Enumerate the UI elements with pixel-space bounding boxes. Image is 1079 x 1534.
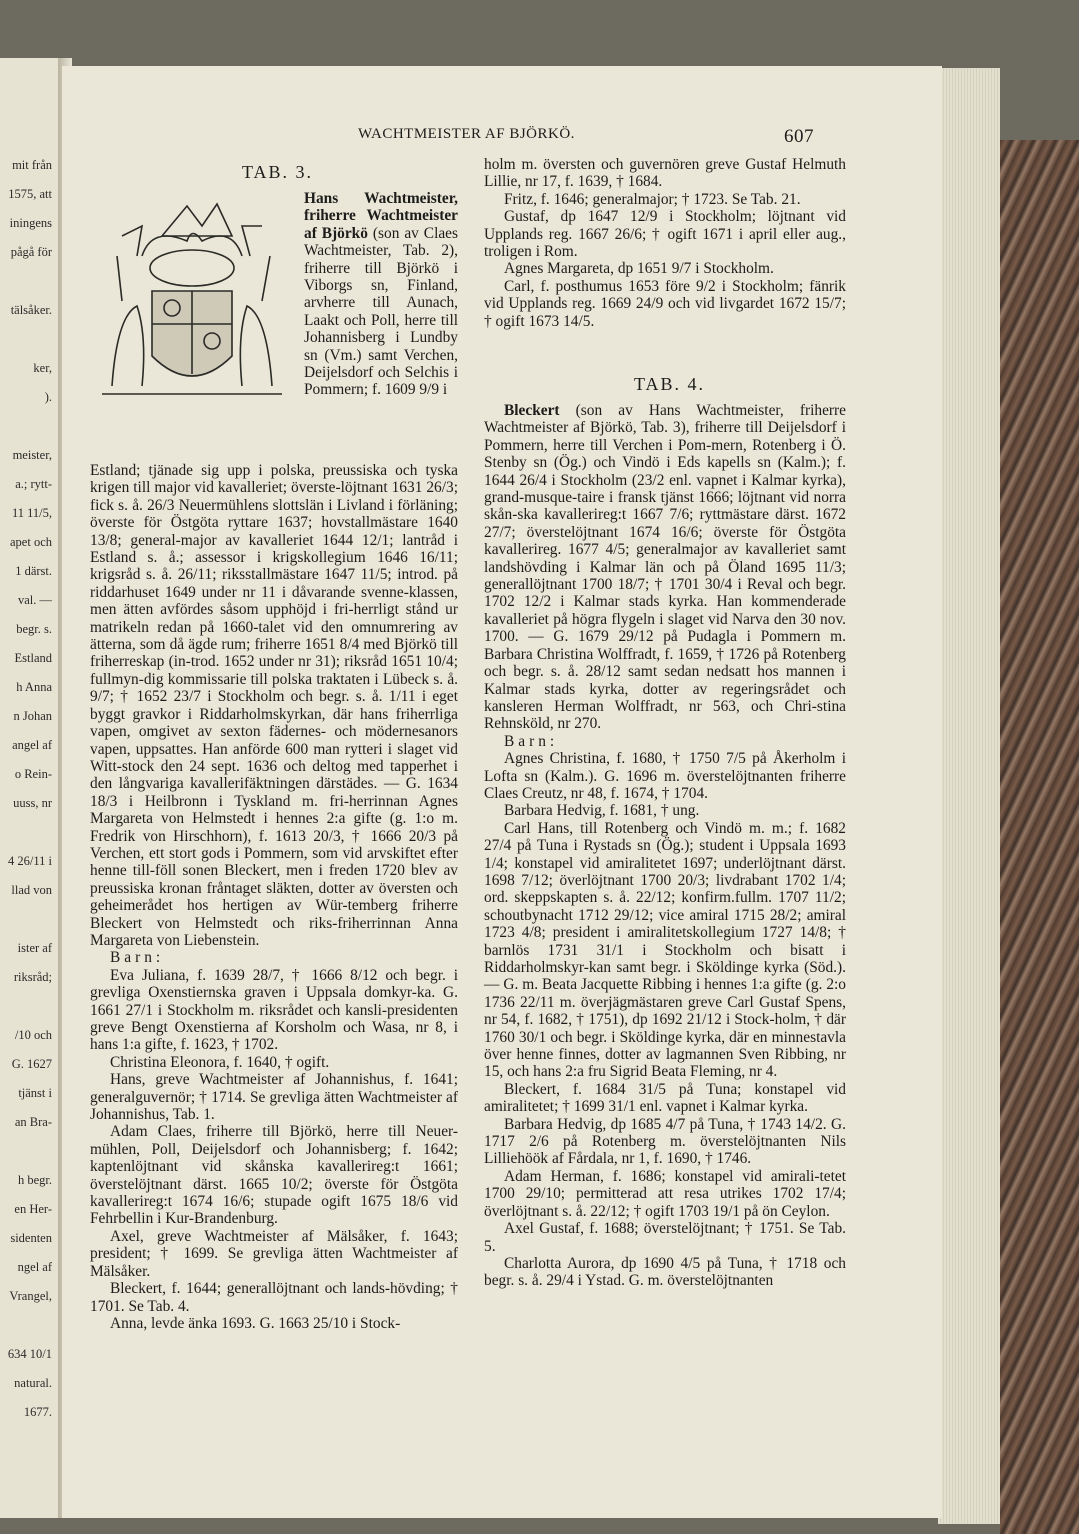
tab3-child: Bleckert, f. 1644; generallöjtnant och lands-hövding; † 1701. Se Tab. 4.	[90, 1280, 458, 1315]
tab4-barn-label: Barn:	[504, 732, 559, 750]
left-page-fragment: 1677.	[23, 1405, 52, 1419]
left-page-fragment: uuss, nr	[13, 796, 52, 810]
tab3-paragraph: Estland; tjänade sig upp i polska, preussiska och tyska krigen till major vid kavalleriet; överste-löjtnant 1631 26/3; fick s. å. 26/3 Neuermühlens slottslän i Livland i förläning; överste för Östgöta ryttare 1637; hovstallmästare 1640 13/8; general-major av kavalleriet 1644 12/1; lantråd i Estland s. å.; assessor i krigskollegium 1646 16/11; krigsråd s. å. 26/11; riksstallmästare 1647 11/5; introd. på riddarhuset 1649 under nr 11 i dåvarande svenne-klassen, men ätten avfördes såsom upphöjd i fri-herrligt stånd ur matrikeln redan på 1660-talet vid den omnumrering av ätterna, som då ägde rum; friherre 1651 8/4 med Björkö till friherreskap (in-trod. 1652 under nr 31); riksråd 1651 10/4; fullmyn-dig kommissarie till polska traktaten i Lübeck s. å. 9/7; † 1652 23/7 i Stockholm och begr. s. å. 1/11 i eget byggt gravkor i Riddarholmskyrkan, där hans friherrliga vapen, omgivet av sexton fädernes- och mödernesanors vapen, uppsattes. Han anförde 600 man rytteri i slaget vid Witt-stock den 24 sept. 1636 och deltog med tapperhet i den långvariga kavallerifäktningen därstädes. — G. 1634 18/3 i Heilbronn i Tyskland m. fri-herrinnan Agnes Margareta von Helmstedt i hennes 2:a gifte (g. 1:o m. Fredrik von Hirschhorn), f. 1613 20/3, † 1666 20/3 på Verchen, ett stort gods i Pommern, som vid arvskiftet efter henne till-föll sonen Bleckert, men i freden 1720 blev av preussiska kronan fråntaget släkten, dotter av översten och geheimerådet hos hertigen av Wür-temberg friherre Bleckert von Helmstedt och riks-friherrinnan Anna Margareta von Liebenstein.	[90, 462, 458, 949]
tab3-title: TAB. 3.	[242, 162, 314, 182]
tab4-child: Bleckert, f. 1684 31/5 på Tuna; konstapel vid amiralitetet; † 1699 31/1 enl. vapnet i Kalmar kyrka.	[484, 1080, 846, 1116]
left-page-fragment: meister,	[12, 448, 52, 462]
tab3-child: Gustaf, dp 1647 12/9 i Stockholm; löjtnant vid Upplands reg. 1667 26/6; † ogift 1671 i april eller aug., troligen i Rom.	[484, 208, 846, 261]
left-page-fragment: Vrangel,	[9, 1289, 52, 1303]
left-page-fragment: G. 1627	[11, 1057, 52, 1071]
left-page-fragment: h Anna	[16, 680, 52, 694]
left-page-fragment: /10 och	[14, 1028, 52, 1042]
left-page-fragment: o Rein-	[14, 767, 52, 781]
marbled-cover	[1000, 140, 1079, 1534]
left-page-fragment: 4 26/11 i	[8, 854, 52, 868]
tab3-intro-name: Hans Wachtmeister, friherre Wachtmeister af Björkö	[304, 190, 458, 242]
left-page-fragment: h begr.	[17, 1173, 52, 1187]
left-page-fragment: 1 därst.	[15, 564, 52, 578]
tab4-child: Charlotta Aurora, dp 1690 4/5 på Tuna, † 1718 och begr. s. å. 29/4 i Ystad. G. m. överstelöjtnanten	[484, 1254, 846, 1290]
left-page-fragment: 634 10/1	[7, 1347, 52, 1361]
left-page-edge	[0, 58, 61, 1518]
left-page-fragment: 11 11/5,	[11, 506, 52, 520]
left-page-fragment: ker,	[33, 361, 52, 375]
tab3-child: Agnes Margareta, dp 1651 9/7 i Stockholm.	[504, 260, 774, 278]
left-page-fragment: iningens	[9, 216, 52, 230]
left-page-fragment: n Johan	[13, 709, 52, 723]
running-head-title: WACHTMEISTER AF BJÖRKÖ.	[358, 126, 575, 142]
left-page-fragment: begr. s.	[16, 622, 52, 636]
tab3-child: Christina Eleonora, f. 1640, † ogift.	[110, 1053, 330, 1071]
left-page-fragment: val. —	[17, 593, 52, 607]
tab4-child: Axel Gustaf, f. 1688; överstelöjtnant; † 1751. Se Tab. 5.	[484, 1220, 846, 1255]
left-page-fragment: mit från	[12, 158, 52, 172]
left-page-fragment: ister af	[17, 941, 52, 955]
tab3-column-left	[90, 462, 458, 1332]
tab4-child: Carl Hans, till Rotenberg och Vindö m. m.; f. 1682 27/4 på Tuna i Rystads sn (Ög.); student i Uppsala 1693 1/4; konstapel vid amiralitetet 1697; underlöjtnant därst. 1698 7/12; överlöjtnant 1700 20/3; livdrabant 1702 1/4; ord. skeppskapten s. å. 22/12; konfirm.fullm. 1707 11/2; schoutbynacht 1712 29/12; vice amiral 1715 28/2; amiral 1723 4/8; president i amiralitetskollegium 1727 14/8; † barnlös 1731 31/1 i Stockholm och bisatt i Riddarholmskyr-kan samt begr. i Sköldinge kyrka (Söd.). — G. m. Beata Jacquette Ribbing i hennes 1:a gifte (g. 2:o 1736 22/11 m. överjägmästaren greve Carl Gustaf Spens, nr 54, f. 1682, † 1751), dp 1692 21/12 i Stock-holm, † där 1760 30/1 och begr. i Sköldinge kyrka, där en minnestavla över henne finnes, dotter av lagmannen Sven Ribbing, nr 15, och hans 2:a fru Sigrid Beata Fleming, nr 4.	[484, 819, 846, 1081]
left-page-fragment: tälsåker.	[10, 303, 52, 317]
tab3-intro-text: (son av Claes Wachtmeister, Tab. 2), friherre till Björkö i Viborgs sn, Finland, arvherre till Aunach, Laakt och Poll, herre till Johannisberg i Lundby sn (Vm.) samt Verchen, Deijelsdorf och Selchis i Pommern; f. 1609 9/9 i	[304, 224, 458, 399]
tab3-barn-label: Barn:	[110, 949, 165, 967]
left-page-fragment: pågå för	[10, 245, 52, 259]
tab4-title: TAB. 4.	[634, 374, 706, 394]
left-page-fragment: ).	[44, 390, 52, 404]
left-page-fragment: tjänst i	[18, 1086, 52, 1100]
tab3-child: Axel, greve Wachtmeister af Mälsåker, f. 1643; president; † 1699. Se grevliga ätten Wachtmeister af Mälsåker.	[90, 1227, 458, 1280]
tab4-child: Agnes Christina, f. 1680, † 1750 7/5 på Åkerholm i Lofta sn (Kalm.). G. 1696 m. överstelöjtnanten friherre Claes Creutz, nr 48, f. 1674, † 1704.	[484, 750, 846, 802]
left-page-fragment: en Her-	[14, 1202, 52, 1216]
tab3-intro	[304, 190, 458, 399]
tab3-continuation: holm m. översten och guvernören greve Gustaf Helmuth Lillie, nr 17, f. 1639, † 1684.	[484, 156, 846, 191]
tab3-child: Fritz, f. 1646; generalmajor; † 1723. Se Tab. 21.	[504, 190, 801, 208]
tab4-child: Barbara Hedvig, dp 1685 4/7 på Tuna, † 1743 14/2. G. 1717 2/6 på Rotenberg m. överstelöjtnanten Nils Lilliehöök af Fårdala, nr 1, f. 1690, † 1746.	[484, 1115, 846, 1168]
left-page-fragment: llad von	[11, 883, 52, 897]
tab4-column	[484, 402, 846, 1290]
tab3-column-right	[484, 156, 846, 330]
left-page-fragment: ngel af	[17, 1260, 52, 1274]
right-page	[62, 66, 942, 1518]
page-number: 607	[784, 126, 814, 147]
left-page-fragment: 1575, att	[8, 187, 52, 201]
left-page-fragment: sidenten	[10, 1231, 52, 1245]
left-page-fragment: an Bra-	[14, 1115, 52, 1129]
tab3-child: Adam Claes, friherre till Björkö, herre till Neuer-mühlen, Poll, Deijelsdorf och Johannisberg; f. 1642; kaptenlöjtnant vid skånska kavallerireg:t 1661; överstelöjtnant därst. 1665 10/2; överste för Östgöta kavallerireg:t 1674 16/6; stupade ogift 1675 18/6 vid Fehrbellin i Kur-Brandenburg.	[90, 1123, 458, 1228]
left-page-fragment: riksråd;	[13, 970, 52, 984]
left-page-fragment: angel af	[12, 738, 52, 752]
tab4-name: Bleckert	[504, 402, 560, 419]
tab3-child: Anna, levde änka 1693. G. 1663 25/10 i Stock-	[110, 1314, 401, 1332]
coat-of-arms-image	[92, 196, 292, 401]
tab4-text: (son av Hans Wachtmeister, friherre Wachtmeister af Björkö, Tab. 3), friherre till Deijelsdorf i Pommern, herre till Verchen i Pom-mern, Rotenberg i Ö. Stenby sn (Ög.) och Vindö i Eds kapells sn (Kalm.); f. 1644 26/4 i Stockholm (23/2 enl. vapnet i Kalmar kyrka), grand-musque-taire i fransk tjänst 1666; löjtnant vid norra skån-ska kavallerireg:t 1667 7/6; ryttmästare därst. 1672 27/7; överstelöjtnant 1674 16/6; överste för Östgöta kavallerireg. 1677 4/5; generalmajor av kavalleriet samt landshövding i Kalmar län och på Öland 1695 11/3; generallöjtnant 1700 18/7; † 1701 30/4 i Reval och begr. 1702 12/2 i Kalmar stads kyrka. Han kommenderade kavalleriet på högra flygeln i slaget vid Narva den 30 nov. 1700. — G. 1679 29/12 på Pudagla i Pommern m. Barbara Christina Wolffradt, f. 1659, † 1726 på Rotenberg och begr. s. å. 28/12 samt sedan nedsatt hos mannen i Kalmar stads kyrka, dotter av regeringsrådet och kansleren Herman Wolffradt, nr 563, och Chri-stina Rehnsköld, nr 270.	[484, 402, 846, 733]
tab4-child: Adam Herman, f. 1686; konstapel vid amirali-tetet 1700 29/10; permitterad att resa utrikes 1702 17/4; överlöjtnant s. å. 22/12; † ogift 1703 19/1 på ön Ceylon.	[484, 1167, 846, 1220]
tab3-child: Hans, greve Wachtmeister af Johannishus, f. 1641; generalguvernör; † 1714. Se grevliga ätten Wachtmeister af Johannishus, Tab. 1.	[90, 1071, 458, 1124]
left-page-fragment: natural.	[14, 1376, 52, 1390]
left-page-fragment: a.; rytt-	[15, 477, 52, 491]
left-page-fragment: Estland	[14, 651, 52, 665]
left-page-fragment: apet och	[10, 535, 52, 549]
tab3-child: Eva Juliana, f. 1639 28/7, † 1666 8/12 och begr. i grevliga Oxenstiernska graven i Uppsala domkyr-ka. G. 1661 27/1 i Stockholm m. riksrådet och kansli-presidenten greve Bengt Oxenstierna af Korsholm och Wasa, nr 8, i hans 1:a gifte, f. 1623, † 1702.	[90, 966, 458, 1054]
tab3-child: Carl, f. posthumus 1653 före 9/2 i Stockholm; fänrik vid Upplands reg. 1669 24/9 och vid livgardet 1672 15/7; † ogift 1673 14/5.	[484, 277, 846, 330]
tab4-child: Barbara Hedvig, f. 1681, † ung.	[504, 802, 700, 820]
page-edges	[938, 68, 1000, 1524]
